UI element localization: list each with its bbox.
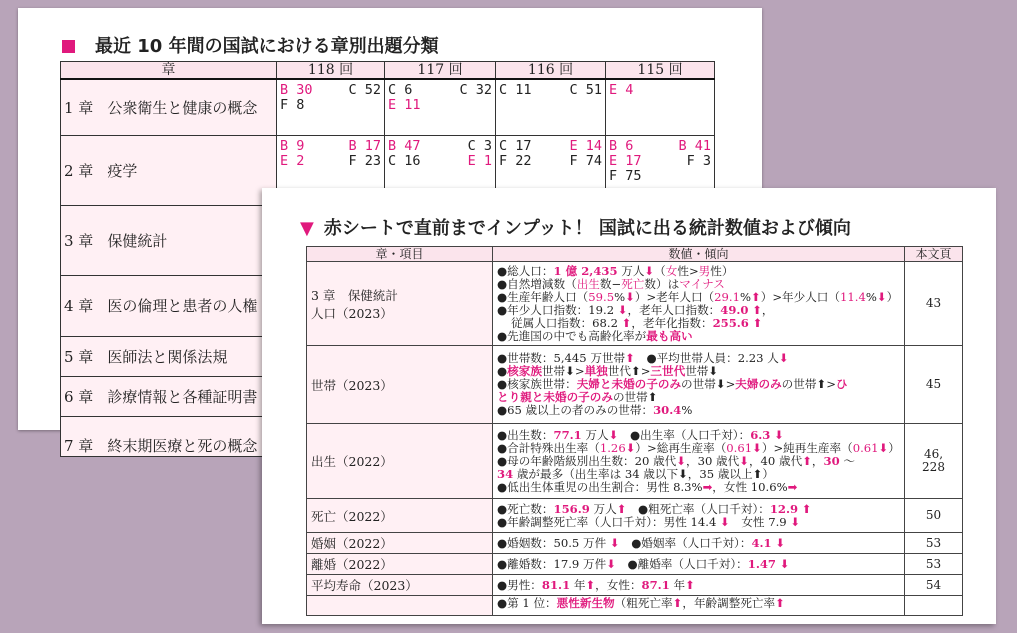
arrow-down-icon: ⬇ <box>720 514 730 529</box>
count-item: C 16 <box>388 152 421 169</box>
table-row <box>307 596 963 616</box>
item-chapter: 3 章 保健統計 <box>311 287 398 303</box>
arrow-down-icon: ⬇ <box>752 440 762 455</box>
arrow-right-icon: ➡ <box>702 479 713 494</box>
item-cell: 出生（2022） <box>307 424 493 499</box>
table-row <box>307 346 963 424</box>
col-item: 章・項目 <box>307 247 493 262</box>
chapter-name: 終末期医療と死の概念 <box>107 436 258 455</box>
count-item: C 52 <box>348 82 381 98</box>
count-item: F 8 <box>280 97 305 113</box>
count-item: F 23 <box>348 152 381 169</box>
statistics-table <box>306 246 963 616</box>
item-label: 人口（2023） <box>311 305 393 321</box>
arrow-up-icon: ⬆ <box>630 364 641 378</box>
count-item: F 74 <box>569 152 602 169</box>
col-115: 115 回 <box>606 62 715 80</box>
count-item: E 1 <box>467 152 492 169</box>
count-item: C 32 <box>459 82 492 98</box>
arrow-down-icon: ⬇ <box>775 535 786 550</box>
detail-cell: ●総人口：1 億 2,435 万人⬇（女性>男性） ●自然増減数（出生数−死亡数）はマイナス ●生産年齢人口（59.5%⬇）>老年人口（29.1%⬆）>年少人口（11.4%⬇） ●年少人口指数：19.2 ⬇，老年人口指数：49.0 ⬆， 従属人口指数：68.2 ⬆，老年化指数：255.6 ⬆ ●先進国の中でも高齢化率が最も高い <box>493 262 905 346</box>
detail-cell: ●出生数：77.1 万人⬇ ●出生率（人口千対）：6.3 ⬇ ●合計特殊出生率（1.26⬇）>総再生産率（0.61⬇）>純再生産率（0.61⬇） ●母の年齢階級別出生数：20 歳代⬇，30 歳代⬇，40 歳代⬆，30 〜 34 歳が最多（出生率は 34 歳以下⬇，35 歳以上⬆） ●低出生体重児の出生割合：男性 8.3%➡，女性 10.6%➡ <box>493 424 905 499</box>
arrow-up-icon: ⬆ <box>802 453 812 468</box>
arrow-down-icon: ⬇ <box>644 263 655 278</box>
back-page-title-text: 最近 10 年間の国試における章別出題分類 <box>95 36 439 57</box>
arrow-down-icon: ⬇ <box>778 351 789 365</box>
col-117: 117 回 <box>385 62 496 80</box>
arrow-up-icon: ⬆ <box>751 289 761 304</box>
count-cell <box>496 79 606 135</box>
count-item: B 41 <box>678 137 711 154</box>
front-page-title-text: 赤シートで直前までインプット！ 国試に出る統計数値および傾向 <box>323 218 851 239</box>
col-118: 118 回 <box>277 62 385 80</box>
table-row <box>307 262 963 346</box>
chapter-cell <box>61 416 277 456</box>
page-cell <box>905 596 963 616</box>
count-item: C 17 <box>499 137 532 154</box>
arrow-down-icon: ⬇ <box>606 556 616 571</box>
chapter-number: 3 章 <box>64 231 94 250</box>
col-chapter: 章 <box>61 62 277 80</box>
arrow-up-icon: ⬆ <box>775 596 785 610</box>
detail-cell: ●世帯数：5,445 万世帯⬆ ●平均世帯人員：2.23 人⬇ ●核家族世帯⬇>単独世代⬆>三世代世帯⬇ ●核家族世帯：夫婦と未婚の子のみの世帯⬇>夫婦のみの世帯⬆>ひ とり親と未婚の子のみの世帯⬆ ●65 歳以上の者のみの世帯：30.4% <box>493 346 905 424</box>
count-item: C 51 <box>569 82 602 98</box>
chapter-cell <box>61 135 277 205</box>
chapter-number: 1 章 <box>64 98 94 117</box>
back-page-title <box>62 32 439 58</box>
count-item: E 14 <box>569 137 602 154</box>
arrow-up-icon: ⬆ <box>752 466 763 481</box>
count-item: E 2 <box>280 152 305 169</box>
arrow-down-icon: ⬇ <box>876 289 887 304</box>
page-cell: 45 <box>905 346 963 424</box>
arrow-up-icon: ⬆ <box>752 302 762 317</box>
count-item: B 9 <box>280 137 305 154</box>
arrow-down-icon: ⬇ <box>609 535 620 550</box>
count-item: C 11 <box>499 82 532 98</box>
chapter-cell <box>61 205 277 275</box>
chapter-number: 7 章 <box>64 436 94 455</box>
detail-cell: ●婚姻数：50.5 万件 ⬇ ●婚姻率（人口千対）：4.1 ⬇ <box>493 533 905 554</box>
count-cell <box>606 79 715 135</box>
arrow-down-icon: ⬇ <box>790 514 801 529</box>
count-item: F 3 <box>686 152 711 169</box>
arrow-up-icon: ⬆ <box>685 577 695 592</box>
chapter-cell <box>61 275 277 336</box>
chapter-cell <box>61 79 277 135</box>
detail-cell: ●死亡数：156.9 万人⬆ ●粗死亡率（人口千対）：12.9 ⬆ ●年齢調整死亡率（人口千対）：男性 14.4 ⬇ 女性 7.9 ⬇ <box>493 499 905 533</box>
page-cell: 53 <box>905 533 963 554</box>
count-cell <box>385 79 496 135</box>
page-cell: 43 <box>905 262 963 346</box>
chapter-name: 診療情報と各種証明書 <box>107 387 258 406</box>
arrow-right-icon: ➡ <box>787 479 798 494</box>
count-item: F 22 <box>499 152 532 169</box>
item-cell: 婚姻（2022） <box>307 533 493 554</box>
col-page: 本文頁 <box>905 247 963 262</box>
item-cell <box>307 262 493 346</box>
detail-cell: ●男性：81.1 年⬆，女性：87.1 年⬆ <box>493 575 905 596</box>
arrow-down-icon: ⬇ <box>608 427 619 442</box>
count-cell <box>277 79 385 135</box>
square-bullet-icon <box>62 40 75 53</box>
page-cell: 46, 228 <box>905 424 963 499</box>
table-row <box>61 79 715 135</box>
count-item: F 75 <box>609 167 642 184</box>
arrow-up-icon: ⬆ <box>616 501 627 516</box>
table-row <box>307 575 963 596</box>
chapter-cell <box>61 376 277 416</box>
count-item: C 6 <box>388 82 413 98</box>
col-value: 数値・傾向 <box>493 247 905 262</box>
chapter-number: 6 章 <box>64 387 94 406</box>
arrow-down-icon: ⬇ <box>739 453 749 468</box>
item-cell: 離婚（2022） <box>307 554 493 575</box>
table-row <box>307 554 963 575</box>
count-item: B 47 <box>388 137 421 154</box>
chapter-number: 5 章 <box>64 347 94 366</box>
count-item: C 3 <box>467 137 492 154</box>
item-cell <box>307 596 493 616</box>
arrow-down-icon: ⬇ <box>708 364 719 378</box>
table-header-row <box>61 62 715 80</box>
count-item: E 11 <box>388 97 421 113</box>
page-cell: 53 <box>905 554 963 575</box>
chapter-number: 4 章 <box>64 297 94 315</box>
arrow-down-icon: ⬇ <box>878 440 889 455</box>
chapter-name: 医の倫理と患者の人権 <box>107 297 258 315</box>
table-row <box>307 499 963 533</box>
item-cell: 平均寿命（2023） <box>307 575 493 596</box>
arrow-down-icon: ⬇ <box>678 466 688 481</box>
arrow-down-icon: ⬇ <box>565 364 575 378</box>
page-cell: 54 <box>905 575 963 596</box>
detail-cell: ●第 1 位：悪性新生物（粗死亡率⬆，年齢調整死亡率⬆ <box>493 596 905 616</box>
count-item: B 6 <box>609 137 634 154</box>
arrow-up-icon: ⬆ <box>816 377 827 391</box>
col-116: 116 回 <box>496 62 606 80</box>
arrow-down-icon: ⬇ <box>774 427 784 442</box>
triangle-bullet-icon: ▼ <box>300 218 314 239</box>
count-item: B 17 <box>348 137 381 154</box>
table-row <box>307 424 963 499</box>
chapter-name: 公衆衛生と健康の概念 <box>107 98 258 117</box>
front-page <box>262 188 996 624</box>
arrow-down-icon: ⬇ <box>715 377 726 391</box>
count-item: B 30 <box>280 82 313 98</box>
arrow-up-icon: ⬆ <box>672 596 683 610</box>
table-header-row <box>307 247 963 262</box>
chapter-number: 2 章 <box>64 161 94 180</box>
chapter-name: 保健統計 <box>107 231 168 250</box>
chapter-name: 疫学 <box>107 161 138 180</box>
arrow-up-icon: ⬆ <box>585 577 596 592</box>
arrow-up-icon: ⬆ <box>647 390 658 404</box>
table-row <box>307 533 963 554</box>
count-item: E 4 <box>609 82 634 98</box>
count-item: E 17 <box>609 152 642 169</box>
item-cell: 死亡（2022） <box>307 499 493 533</box>
arrow-down-icon: ⬇ <box>625 289 635 304</box>
arrow-up-icon: ⬆ <box>625 351 635 365</box>
arrow-up-icon: ⬆ <box>752 315 763 330</box>
page-cell: 50 <box>905 499 963 533</box>
chapter-cell <box>61 336 277 376</box>
arrow-up-icon: ⬆ <box>801 501 812 516</box>
arrow-down-icon: ⬇ <box>617 302 628 317</box>
arrow-down-icon: ⬇ <box>676 453 686 468</box>
arrow-down-icon: ⬇ <box>779 556 790 571</box>
front-page-title <box>300 214 851 240</box>
arrow-up-icon: ⬆ <box>621 315 632 330</box>
detail-cell: ●離婚数：17.9 万件⬇ ●離婚率（人口千対）：1.47 ⬇ <box>493 554 905 575</box>
arrow-down-icon: ⬇ <box>625 440 636 455</box>
item-cell: 世帯（2023） <box>307 346 493 424</box>
chapter-name: 医師法と関係法規 <box>107 347 228 366</box>
